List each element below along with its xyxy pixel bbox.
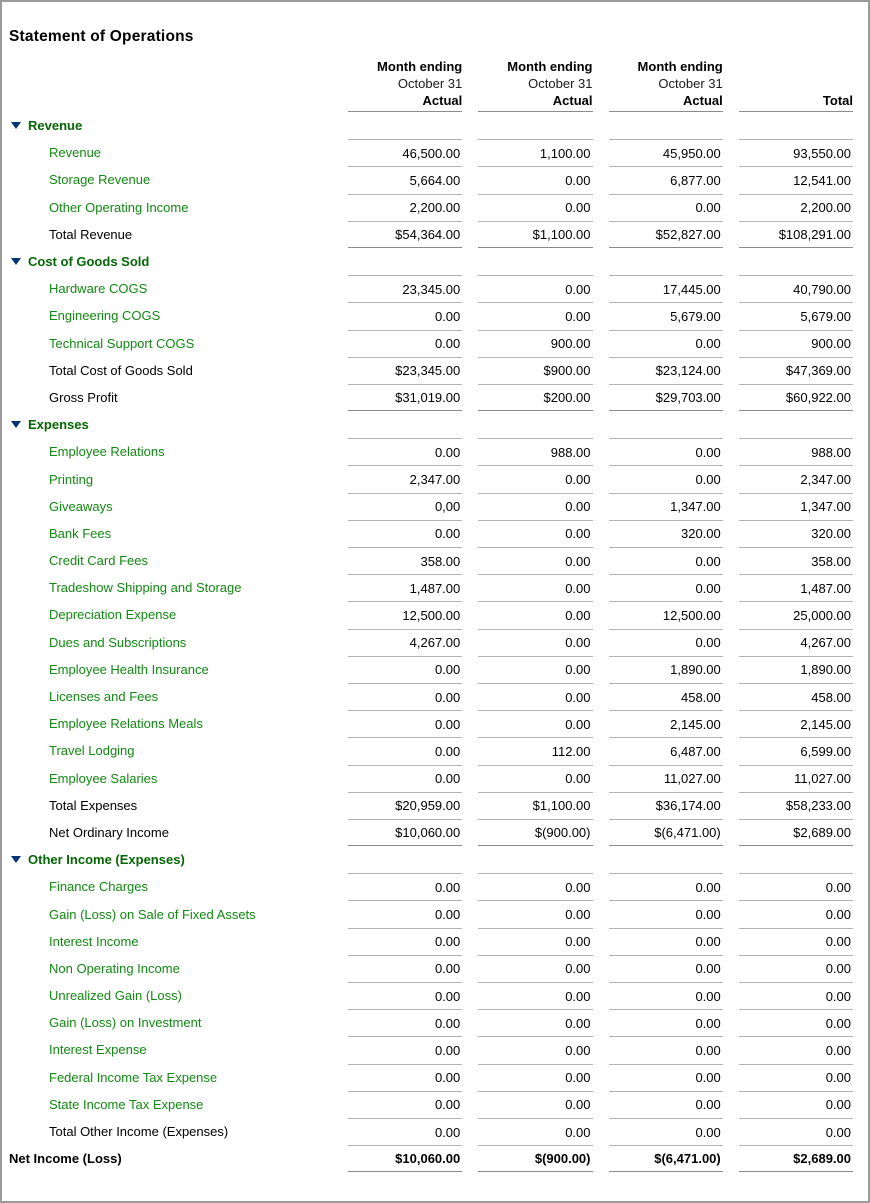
- amount-cell: 0.00: [609, 1118, 723, 1145]
- amount-cell: 0.00: [609, 629, 723, 656]
- amount-cell: [609, 248, 723, 275]
- net-income-label: [9, 1145, 332, 1172]
- amount-cell: 358.00: [739, 547, 853, 574]
- account-link[interactable]: Engineering COGS: [49, 308, 161, 324]
- amount-cell: 0.00: [478, 166, 592, 193]
- account-row-label: [9, 1009, 332, 1036]
- section-header-row: [9, 411, 332, 438]
- amount-cell: 0.00: [348, 1036, 462, 1063]
- account-row-label: [9, 194, 332, 221]
- account-row-label: [9, 601, 332, 628]
- account-link[interactable]: Gain (Loss) on Investment: [49, 1015, 202, 1031]
- column-header-period: Month ending: [377, 59, 463, 74]
- account-link[interactable]: Employee Salaries: [49, 770, 158, 786]
- section-header-row: [9, 248, 332, 275]
- amount-cell: 0.00: [609, 928, 723, 955]
- account-row-label: [9, 438, 332, 465]
- amount-cell: 1,890.00: [609, 656, 723, 683]
- amount-cell: 0.00: [478, 465, 592, 492]
- amount-cell: $2,689.00: [739, 1145, 853, 1172]
- account-link[interactable]: Depreciation Expense: [49, 607, 177, 623]
- amount-cell: 900.00: [478, 330, 592, 357]
- amount-cell: 0.00: [609, 465, 723, 492]
- amount-cell: 0.00: [348, 330, 462, 357]
- amount-cell: 0.00: [609, 873, 723, 900]
- amount-cell: 6,599.00: [739, 737, 853, 764]
- account-link[interactable]: Interest Expense: [49, 1042, 147, 1058]
- account-row-label: [9, 330, 332, 357]
- account-link[interactable]: Storage Revenue: [49, 172, 151, 188]
- account-row-label: [9, 547, 332, 574]
- amount-cell: 0.00: [739, 982, 853, 1009]
- section-label[interactable]: Revenue: [28, 118, 83, 134]
- account-link[interactable]: Bank Fees: [49, 525, 112, 541]
- amount-cell: 40,790.00: [739, 275, 853, 302]
- account-row-label: [9, 1064, 332, 1091]
- amount-cell: 0.00: [478, 574, 592, 601]
- column-header-basis: Total: [822, 93, 853, 108]
- total-row-label: [9, 384, 332, 411]
- amount-cell: 320.00: [609, 520, 723, 547]
- amount-cell: 0.00: [478, 928, 592, 955]
- amount-cell: $23,124.00: [609, 357, 723, 384]
- amount-cell: 4,267.00: [739, 629, 853, 656]
- amount-cell: 0.00: [348, 438, 462, 465]
- amount-cell: 5,679.00: [739, 302, 853, 329]
- amount-cell: [739, 846, 853, 873]
- account-row-label: [9, 465, 332, 492]
- amount-cell: $108,291.00: [739, 221, 853, 248]
- amount-cell: $36,174.00: [609, 792, 723, 819]
- amount-cell: 0.00: [348, 1064, 462, 1091]
- amount-cell: [739, 248, 853, 275]
- account-row-label: [9, 982, 332, 1009]
- amount-cell: 0.00: [348, 1009, 462, 1036]
- amount-cell: $(900.00): [478, 1145, 592, 1172]
- account-link[interactable]: Employee Health Insurance: [49, 661, 209, 677]
- amount-cell: 112.00: [478, 737, 592, 764]
- amount-cell: 0.00: [478, 275, 592, 302]
- amount-cell: $200.00: [478, 384, 592, 411]
- amount-cell: 2,145.00: [739, 710, 853, 737]
- column-header-4: [739, 58, 853, 112]
- total-label-text: Total Other Income (Expenses): [49, 1124, 229, 1140]
- amount-cell: 0.00: [348, 656, 462, 683]
- account-link[interactable]: Printing: [49, 471, 94, 487]
- amount-cell: 0,00: [348, 493, 462, 520]
- amount-cell: 46,500.00: [348, 139, 462, 166]
- account-row-label: [9, 683, 332, 710]
- column-header-period: Month ending: [507, 59, 593, 74]
- amount-cell: [348, 411, 462, 438]
- account-link[interactable]: Licenses and Fees: [49, 689, 159, 705]
- amount-cell: 12,541.00: [739, 166, 853, 193]
- amount-cell: 0.00: [478, 520, 592, 547]
- amount-cell: [739, 112, 853, 139]
- amount-cell: 0.00: [609, 194, 723, 221]
- amount-cell: $1,100.00: [478, 792, 592, 819]
- account-row-label: [9, 275, 332, 302]
- amount-cell: 0.00: [478, 1064, 592, 1091]
- amount-cell: $900.00: [478, 357, 592, 384]
- amount-cell: 1,347.00: [609, 493, 723, 520]
- amount-cell: 0.00: [739, 1036, 853, 1063]
- amount-cell: $60,922.00: [739, 384, 853, 411]
- amount-cell: 11,027.00: [609, 765, 723, 792]
- amount-cell: 988.00: [478, 438, 592, 465]
- account-link[interactable]: Giveaways: [49, 498, 113, 514]
- amount-cell: 0.00: [478, 982, 592, 1009]
- amount-cell: 0.00: [348, 873, 462, 900]
- amount-cell: 4,267.00: [348, 629, 462, 656]
- report-content: [2, 28, 868, 1172]
- account-link[interactable]: Non Operating Income: [49, 960, 180, 976]
- section-header-row: [9, 846, 332, 873]
- amount-cell: 0.00: [348, 955, 462, 982]
- amount-cell: 6,877.00: [609, 166, 723, 193]
- account-link[interactable]: Gain (Loss) on Sale of Fixed Assets: [49, 906, 256, 922]
- amount-cell: [739, 411, 853, 438]
- amount-cell: $31,019.00: [348, 384, 462, 411]
- amount-cell: $(6,471.00): [609, 819, 723, 846]
- amount-cell: 0.00: [609, 1064, 723, 1091]
- amount-cell: 0.00: [478, 873, 592, 900]
- section-label[interactable]: Other Income (Expenses): [28, 852, 185, 868]
- collapse-triangle-icon[interactable]: [11, 122, 21, 129]
- amount-cell: 0.00: [478, 1009, 592, 1036]
- amount-cell: $(900.00): [478, 819, 592, 846]
- amount-cell: 5,679.00: [609, 302, 723, 329]
- amount-cell: 0.00: [739, 900, 853, 927]
- amount-cell: 2,347.00: [739, 465, 853, 492]
- account-link[interactable]: Federal Income Tax Expense: [49, 1069, 218, 1085]
- amount-cell: 0.00: [609, 1091, 723, 1118]
- account-row-label: [9, 574, 332, 601]
- amount-cell: 0.00: [609, 1036, 723, 1063]
- amount-cell: 0.00: [478, 629, 592, 656]
- amount-cell: 2,347.00: [348, 465, 462, 492]
- account-row-label: [9, 493, 332, 520]
- account-link[interactable]: Revenue: [49, 145, 102, 161]
- amount-cell: [348, 112, 462, 139]
- amount-cell: 12,500.00: [348, 601, 462, 628]
- section-label[interactable]: Cost of Goods Sold: [28, 254, 150, 270]
- amount-cell: 0.00: [348, 302, 462, 329]
- amount-cell: 0.00: [348, 520, 462, 547]
- column-header-date: October 31: [658, 76, 723, 91]
- amount-cell: $2,689.00: [739, 819, 853, 846]
- section-header-row: [9, 112, 332, 139]
- total-row-label: [9, 221, 332, 248]
- amount-cell: 0.00: [478, 493, 592, 520]
- amount-cell: 5,664.00: [348, 166, 462, 193]
- amount-cell: [478, 846, 592, 873]
- amount-cell: 0.00: [348, 900, 462, 927]
- amount-cell: 0.00: [478, 601, 592, 628]
- amount-cell: 0.00: [348, 928, 462, 955]
- amount-cell: 0.00: [609, 438, 723, 465]
- amount-cell: 988.00: [739, 438, 853, 465]
- amount-cell: 0.00: [739, 1064, 853, 1091]
- total-row-label: [9, 1118, 332, 1145]
- amount-cell: 0.00: [739, 1091, 853, 1118]
- account-row-label: [9, 900, 332, 927]
- amount-cell: 0.00: [478, 683, 592, 710]
- amount-cell: 320.00: [739, 520, 853, 547]
- account-row-label: [9, 302, 332, 329]
- account-link[interactable]: Interest Income: [49, 933, 139, 949]
- page-title: Statement of Operations: [9, 28, 194, 45]
- amount-cell: $1,100.00: [478, 221, 592, 248]
- amount-cell: $23,345.00: [348, 357, 462, 384]
- amount-cell: 0.00: [478, 1118, 592, 1145]
- amount-cell: [609, 411, 723, 438]
- amount-cell: $52,827.00: [609, 221, 723, 248]
- amount-cell: 25,000.00: [739, 601, 853, 628]
- account-link[interactable]: Finance Charges: [49, 879, 148, 895]
- column-header-date: October 31: [397, 76, 463, 91]
- amount-cell: 358.00: [348, 547, 462, 574]
- amount-cell: 0.00: [348, 1091, 462, 1118]
- account-link[interactable]: Employee Relations: [49, 444, 165, 460]
- amount-cell: 0.00: [348, 710, 462, 737]
- amount-cell: 0.00: [348, 765, 462, 792]
- amount-cell: [478, 112, 592, 139]
- account-link[interactable]: State Income Tax Expense: [49, 1096, 204, 1112]
- total-label-text: Total Expenses: [49, 797, 138, 813]
- amount-cell: 0.00: [609, 574, 723, 601]
- amount-cell: 0.00: [478, 765, 592, 792]
- account-row-label: [9, 765, 332, 792]
- amount-cell: 23,345.00: [348, 275, 462, 302]
- amount-cell: [348, 248, 462, 275]
- account-link[interactable]: Travel Lodging: [49, 743, 135, 759]
- header-spacer: [9, 58, 332, 112]
- total-row-label: [9, 792, 332, 819]
- account-link[interactable]: Credit Card Fees: [49, 553, 148, 569]
- amount-cell: [609, 112, 723, 139]
- amount-cell: $29,703.00: [609, 384, 723, 411]
- amount-cell: 2,200.00: [348, 194, 462, 221]
- amount-cell: [609, 846, 723, 873]
- amount-cell: 0.00: [348, 982, 462, 1009]
- amount-cell: $58,233.00: [739, 792, 853, 819]
- amount-cell: 93,550.00: [739, 139, 853, 166]
- amount-cell: 12,500.00: [609, 601, 723, 628]
- account-row-label: [9, 737, 332, 764]
- amount-cell: 0.00: [739, 1009, 853, 1036]
- amount-cell: 0.00: [478, 547, 592, 574]
- statement-table: [9, 58, 853, 1172]
- amount-cell: 0.00: [739, 955, 853, 982]
- amount-cell: 0.00: [739, 873, 853, 900]
- column-header-basis: Actual: [683, 93, 723, 108]
- amount-cell: 0.00: [609, 900, 723, 927]
- amount-cell: [478, 411, 592, 438]
- account-row-label: [9, 1091, 332, 1118]
- amount-cell: $47,369.00: [739, 357, 853, 384]
- amount-cell: 0.00: [348, 1118, 462, 1145]
- amount-cell: $(6,471.00): [609, 1145, 723, 1172]
- net-income-text: Net Income (Loss): [9, 1151, 122, 1167]
- column-header-date: October 31: [528, 76, 593, 91]
- amount-cell: 0.00: [478, 955, 592, 982]
- amount-cell: 2,200.00: [739, 194, 853, 221]
- amount-cell: 11,027.00: [739, 765, 853, 792]
- amount-cell: 458.00: [739, 683, 853, 710]
- column-header-2: [478, 58, 592, 112]
- amount-cell: 0.00: [609, 982, 723, 1009]
- account-row-label: [9, 166, 332, 193]
- amount-cell: 458.00: [609, 683, 723, 710]
- account-row-label: [9, 955, 332, 982]
- amount-cell: 1,347.00: [739, 493, 853, 520]
- account-link[interactable]: Hardware COGS: [49, 281, 148, 297]
- collapse-triangle-icon[interactable]: [11, 421, 21, 428]
- amount-cell: 1,100.00: [478, 139, 592, 166]
- account-link[interactable]: Tradeshow Shipping and Storage: [49, 580, 242, 596]
- column-header-1: [348, 58, 462, 112]
- total-row-label: [9, 357, 332, 384]
- amount-cell: 0.00: [609, 1009, 723, 1036]
- amount-cell: 0.00: [609, 955, 723, 982]
- section-label[interactable]: Expenses: [28, 417, 89, 433]
- amount-cell: 0.00: [609, 330, 723, 357]
- amount-cell: $54,364.00: [348, 221, 462, 248]
- amount-cell: 0.00: [478, 1036, 592, 1063]
- amount-cell: $20,959.00: [348, 792, 462, 819]
- amount-cell: 0.00: [478, 710, 592, 737]
- total-label-text: Total Cost of Goods Sold: [49, 362, 193, 378]
- column-header-period: Month ending: [637, 59, 723, 74]
- amount-cell: 0.00: [478, 656, 592, 683]
- account-row-label: [9, 928, 332, 955]
- amount-cell: [478, 248, 592, 275]
- amount-cell: 0.00: [739, 928, 853, 955]
- account-row-label: [9, 656, 332, 683]
- account-row-label: [9, 873, 332, 900]
- total-label-text: Gross Profit: [49, 389, 118, 405]
- total-label-text: Net Ordinary Income: [49, 824, 169, 840]
- account-link[interactable]: Unrealized Gain (Loss): [49, 988, 182, 1004]
- account-row-label: [9, 710, 332, 737]
- amount-cell: 0.00: [478, 302, 592, 329]
- total-row-label: [9, 819, 332, 846]
- amount-cell: 1,890.00: [739, 656, 853, 683]
- amount-cell: 1,487.00: [348, 574, 462, 601]
- account-link[interactable]: Employee Relations Meals: [49, 716, 203, 732]
- amount-cell: 0.00: [348, 683, 462, 710]
- account-row-label: [9, 520, 332, 547]
- column-header-date: [739, 75, 853, 92]
- account-row-label: [9, 139, 332, 166]
- amount-cell: 1,487.00: [739, 574, 853, 601]
- column-header-3: [609, 58, 723, 112]
- amount-cell: 900.00: [739, 330, 853, 357]
- amount-cell: 0.00: [609, 547, 723, 574]
- amount-cell: 0.00: [478, 900, 592, 927]
- amount-cell: 0.00: [478, 194, 592, 221]
- account-link[interactable]: Technical Support COGS: [49, 335, 195, 351]
- account-row-label: [9, 1036, 332, 1063]
- collapse-triangle-icon[interactable]: [11, 856, 21, 863]
- amount-cell: 6,487.00: [609, 737, 723, 764]
- amount-cell: [348, 846, 462, 873]
- amount-cell: 2,145.00: [609, 710, 723, 737]
- collapse-triangle-icon[interactable]: [11, 258, 21, 265]
- amount-cell: $10,060.00: [348, 1145, 462, 1172]
- column-header-basis: Actual: [552, 93, 593, 108]
- account-link[interactable]: Dues and Subscriptions: [49, 634, 187, 650]
- column-header-period: [739, 58, 853, 75]
- amount-cell: 0.00: [478, 1091, 592, 1118]
- account-link[interactable]: Other Operating Income: [49, 199, 189, 215]
- column-header-basis: Actual: [422, 93, 463, 108]
- total-label-text: Total Revenue: [49, 226, 133, 242]
- amount-cell: 17,445.00: [609, 275, 723, 302]
- amount-cell: 0.00: [739, 1118, 853, 1145]
- amount-cell: $10,060.00: [348, 819, 462, 846]
- amount-cell: 45,950.00: [609, 139, 723, 166]
- amount-cell: 0.00: [348, 737, 462, 764]
- account-row-label: [9, 629, 332, 656]
